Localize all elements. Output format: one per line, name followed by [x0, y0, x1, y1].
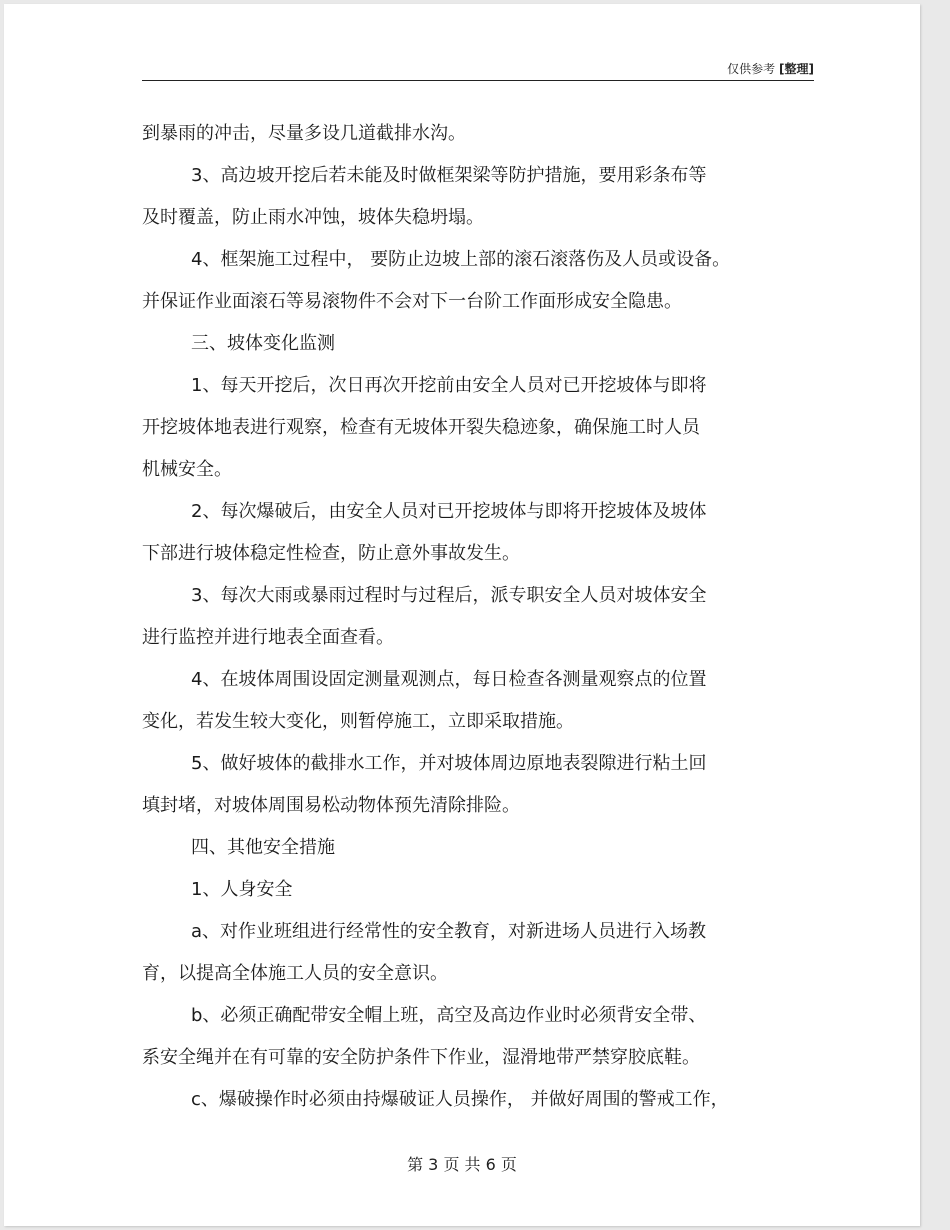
header-text: 仅供参考 [727, 62, 776, 76]
text-line: 2、每次爆破后，由安全人员对已开挖坡体与即将开挖坡体及坡体 [191, 501, 707, 522]
text-line: 四、其他安全措施 [191, 837, 335, 858]
text-line: 到暴雨的冲击，尽量多设几道截排水沟。 [142, 123, 466, 144]
text-line: b、必须正确配带安全帽上班，高空及高边作业时必须背安全带、 [191, 1005, 707, 1026]
text-line: 3、高边坡开挖后若未能及时做框架梁等防护措施，要用彩条布等 [191, 165, 707, 186]
text-line: 4、在坡体周围设固定测量观测点，每日检查各测量观察点的位置 [191, 669, 707, 690]
text-line: 填封堵，对坡体周围易松动物体预先清除排险。 [142, 795, 520, 816]
text-line: 5、做好坡体的截排水工作，并对坡体周边原地表裂隙进行粘土回 [191, 753, 707, 774]
document-page [4, 4, 920, 1226]
text-line: 4、框架施工过程中， 要防止边坡上部的滚石滚落伤及人员或设备。 [191, 249, 731, 270]
page-header [142, 60, 814, 81]
document-body [142, 113, 822, 1121]
text-line: 机械安全。 [142, 459, 232, 480]
header-tag: [整理] [779, 62, 814, 76]
text-line: 下部进行坡体稳定性检查，防止意外事故发生。 [142, 543, 520, 564]
text-line: 并保证作业面滚石等易滚物件不会对下一台阶工作面形成安全隐患。 [142, 291, 682, 312]
text-line: 1、人身安全 [191, 879, 293, 900]
text-line: 变化，若发生较大变化，则暂停施工，立即采取措施。 [142, 711, 574, 732]
page-footer: 第 3 页 共 6 页 [407, 1155, 517, 1174]
text-line: a、对作业班组进行经常性的安全教育，对新进场人员进行入场教 [191, 921, 707, 942]
text-line: 三、坡体变化监测 [191, 333, 335, 354]
text-line: 进行监控并进行地表全面查看。 [142, 627, 394, 648]
text-line: 系安全绳并在有可靠的安全防护条件下作业，湿滑地带严禁穿胶底鞋。 [142, 1047, 700, 1068]
text-line: 3、每次大雨或暴雨过程时与过程后，派专职安全人员对坡体安全 [191, 585, 707, 606]
text-line: c、爆破操作时必须由持爆破证人员操作， 并做好周围的警戒工作， [191, 1089, 729, 1110]
text-line: 1、每天开挖后，次日再次开挖前由安全人员对已开挖坡体与即将 [191, 375, 707, 396]
text-line: 育，以提高全体施工人员的安全意识。 [142, 963, 448, 984]
text-line: 及时覆盖，防止雨水冲蚀，坡体失稳坍塌。 [142, 207, 484, 228]
text-line: 开挖坡体地表进行观察，检查有无坡体开裂失稳迹象，确保施工时人员 [142, 417, 700, 438]
